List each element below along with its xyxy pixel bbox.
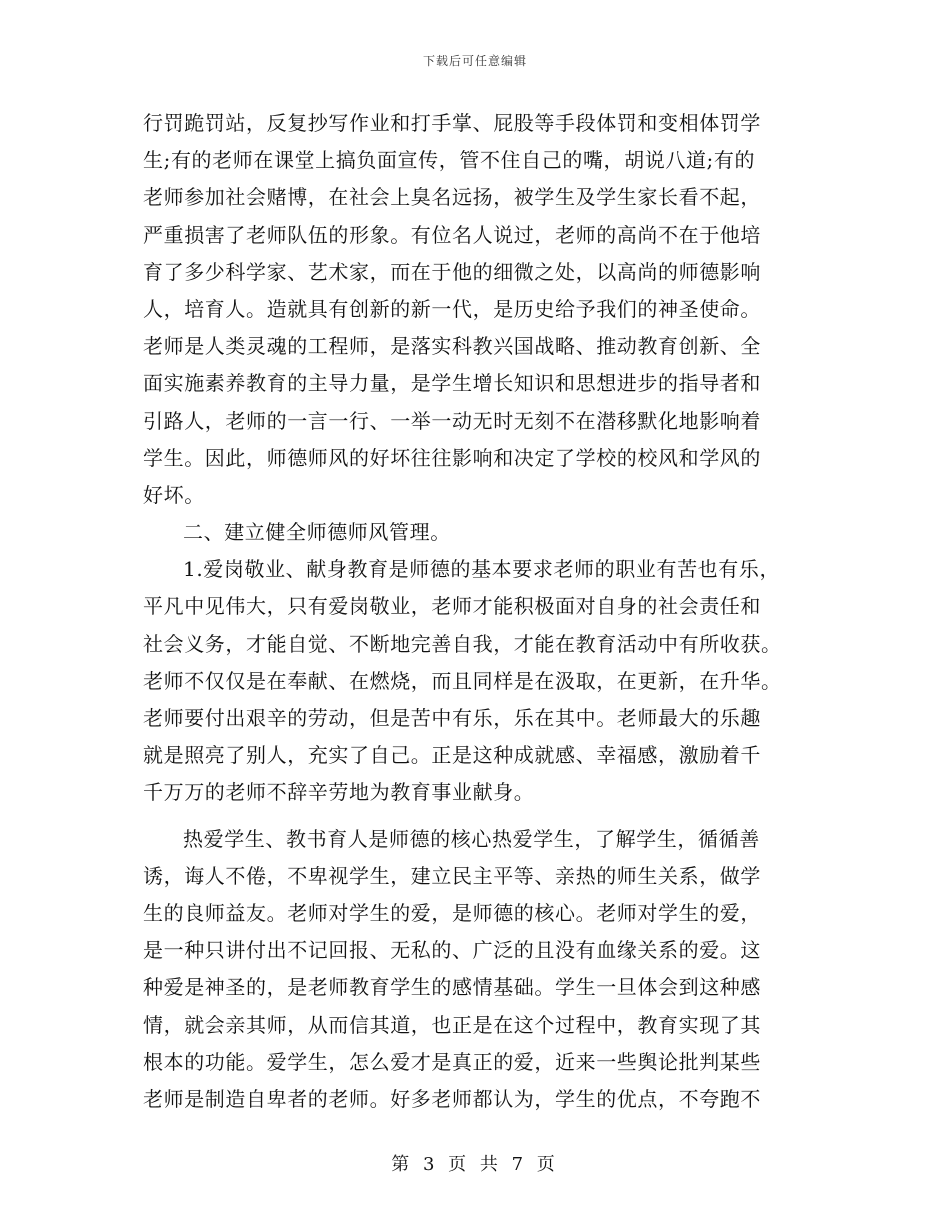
text-line: 情，就会亲其师，从而信其道，也正是在这个过程中，教育实现了其 bbox=[143, 1012, 761, 1037]
paragraph-start: 热爱学生、教书育人是师德的核心热爱学生，了解学生，循循善 bbox=[183, 826, 760, 851]
text-line: 引路人，老师的一言一行、一举一动无时无刻不在潜移默化地影响着 bbox=[143, 408, 761, 433]
text-line: 社会义务，才能自觉、不断地完善自我，才能在教育活动中有所收获。 bbox=[143, 631, 782, 656]
text-line: 行罚跪罚站，反复抄写作业和打手掌、屁股等手段体罚和变相体罚学 bbox=[143, 111, 761, 135]
text-line: 诱，诲人不倦，不卑视学生，建立民主平等、亲热的师生关系，做学 bbox=[143, 863, 761, 888]
text-line: 老师不仅仅是在奉献、在燃烧，而且同样是在汲取，在更新，在升华。 bbox=[143, 668, 782, 693]
document-body bbox=[143, 105, 803, 1118]
page-number-footer: 第 3 页 共 7 页 bbox=[391, 1154, 559, 1175]
page-header: 下载后可任意编辑 bbox=[422, 54, 527, 68]
text-line: 学生。因此，师德师风的好坏往往影响和决定了学校的校风和学风的 bbox=[143, 445, 761, 470]
text-line: 种爱是神圣的，是老师教育学生的感情基础。学生一旦体会到这种感 bbox=[143, 975, 761, 1000]
text-line: 老师要付出艰辛的劳动，但是苦中有乐，乐在其中。老师最大的乐趣 bbox=[143, 706, 761, 730]
text-line: 老师是制造自卑者的老师。好多老师都认为，学生的优点，不夸跑不 bbox=[143, 1086, 761, 1111]
text-line: 是一种只讲付出不记回报、无私的、广泛的且没有血缘关系的爱。这 bbox=[143, 938, 761, 963]
text-line: 人，培育人。造就具有创新的新一代，是历史给予我们的神圣使命。 bbox=[143, 296, 761, 321]
paragraph-start: 1.爱岗敬业、献身教育是师德的基本要求老师的职业有苦也有乐， bbox=[183, 557, 781, 582]
section-heading: 二、建立健全师德师风管理。 bbox=[183, 520, 451, 545]
text-line: 生的良师益友。老师对学生的爱，是师德的核心。老师对学生的爱， bbox=[143, 900, 761, 925]
text-line: 根本的功能。爱学生，怎么爱才是真正的爱，近来一些舆论批判某些 bbox=[143, 1049, 761, 1074]
text-line: 育了多少科学家、艺术家，而在于他的细微之处，以高尚的师德影响 bbox=[143, 259, 761, 284]
text-line: 千万万的老师不辞辛劳地为教育事业献身。 bbox=[143, 780, 535, 805]
text-line: 就是照亮了别人，充实了自己。正是这种成就感、幸福感，激励着千 bbox=[143, 743, 761, 768]
text-line: 生;有的老师在课堂上搞负面宣传，管不住自己的嘴，胡说八道;有的 bbox=[143, 148, 756, 173]
text-line: 严重损害了老师队伍的形象。有位名人说过，老师的高尚不在于他培 bbox=[143, 222, 761, 247]
text-line: 老师是人类灵魂的工程师，是落实科教兴国战略、推动教育创新、全 bbox=[143, 334, 761, 359]
text-line: 平凡中见伟大，只有爱岗敬业，老师才能积极面对自身的社会责任和 bbox=[143, 594, 761, 619]
text-line: 面实施素养教育的主导力量，是学生增长知识和思想进步的指导者和 bbox=[143, 371, 761, 396]
text-line: 老师参加社会赌博，在社会上臭名远扬，被学生及学生家长看不起， bbox=[143, 185, 761, 210]
text-line: 好坏。 bbox=[143, 482, 205, 507]
